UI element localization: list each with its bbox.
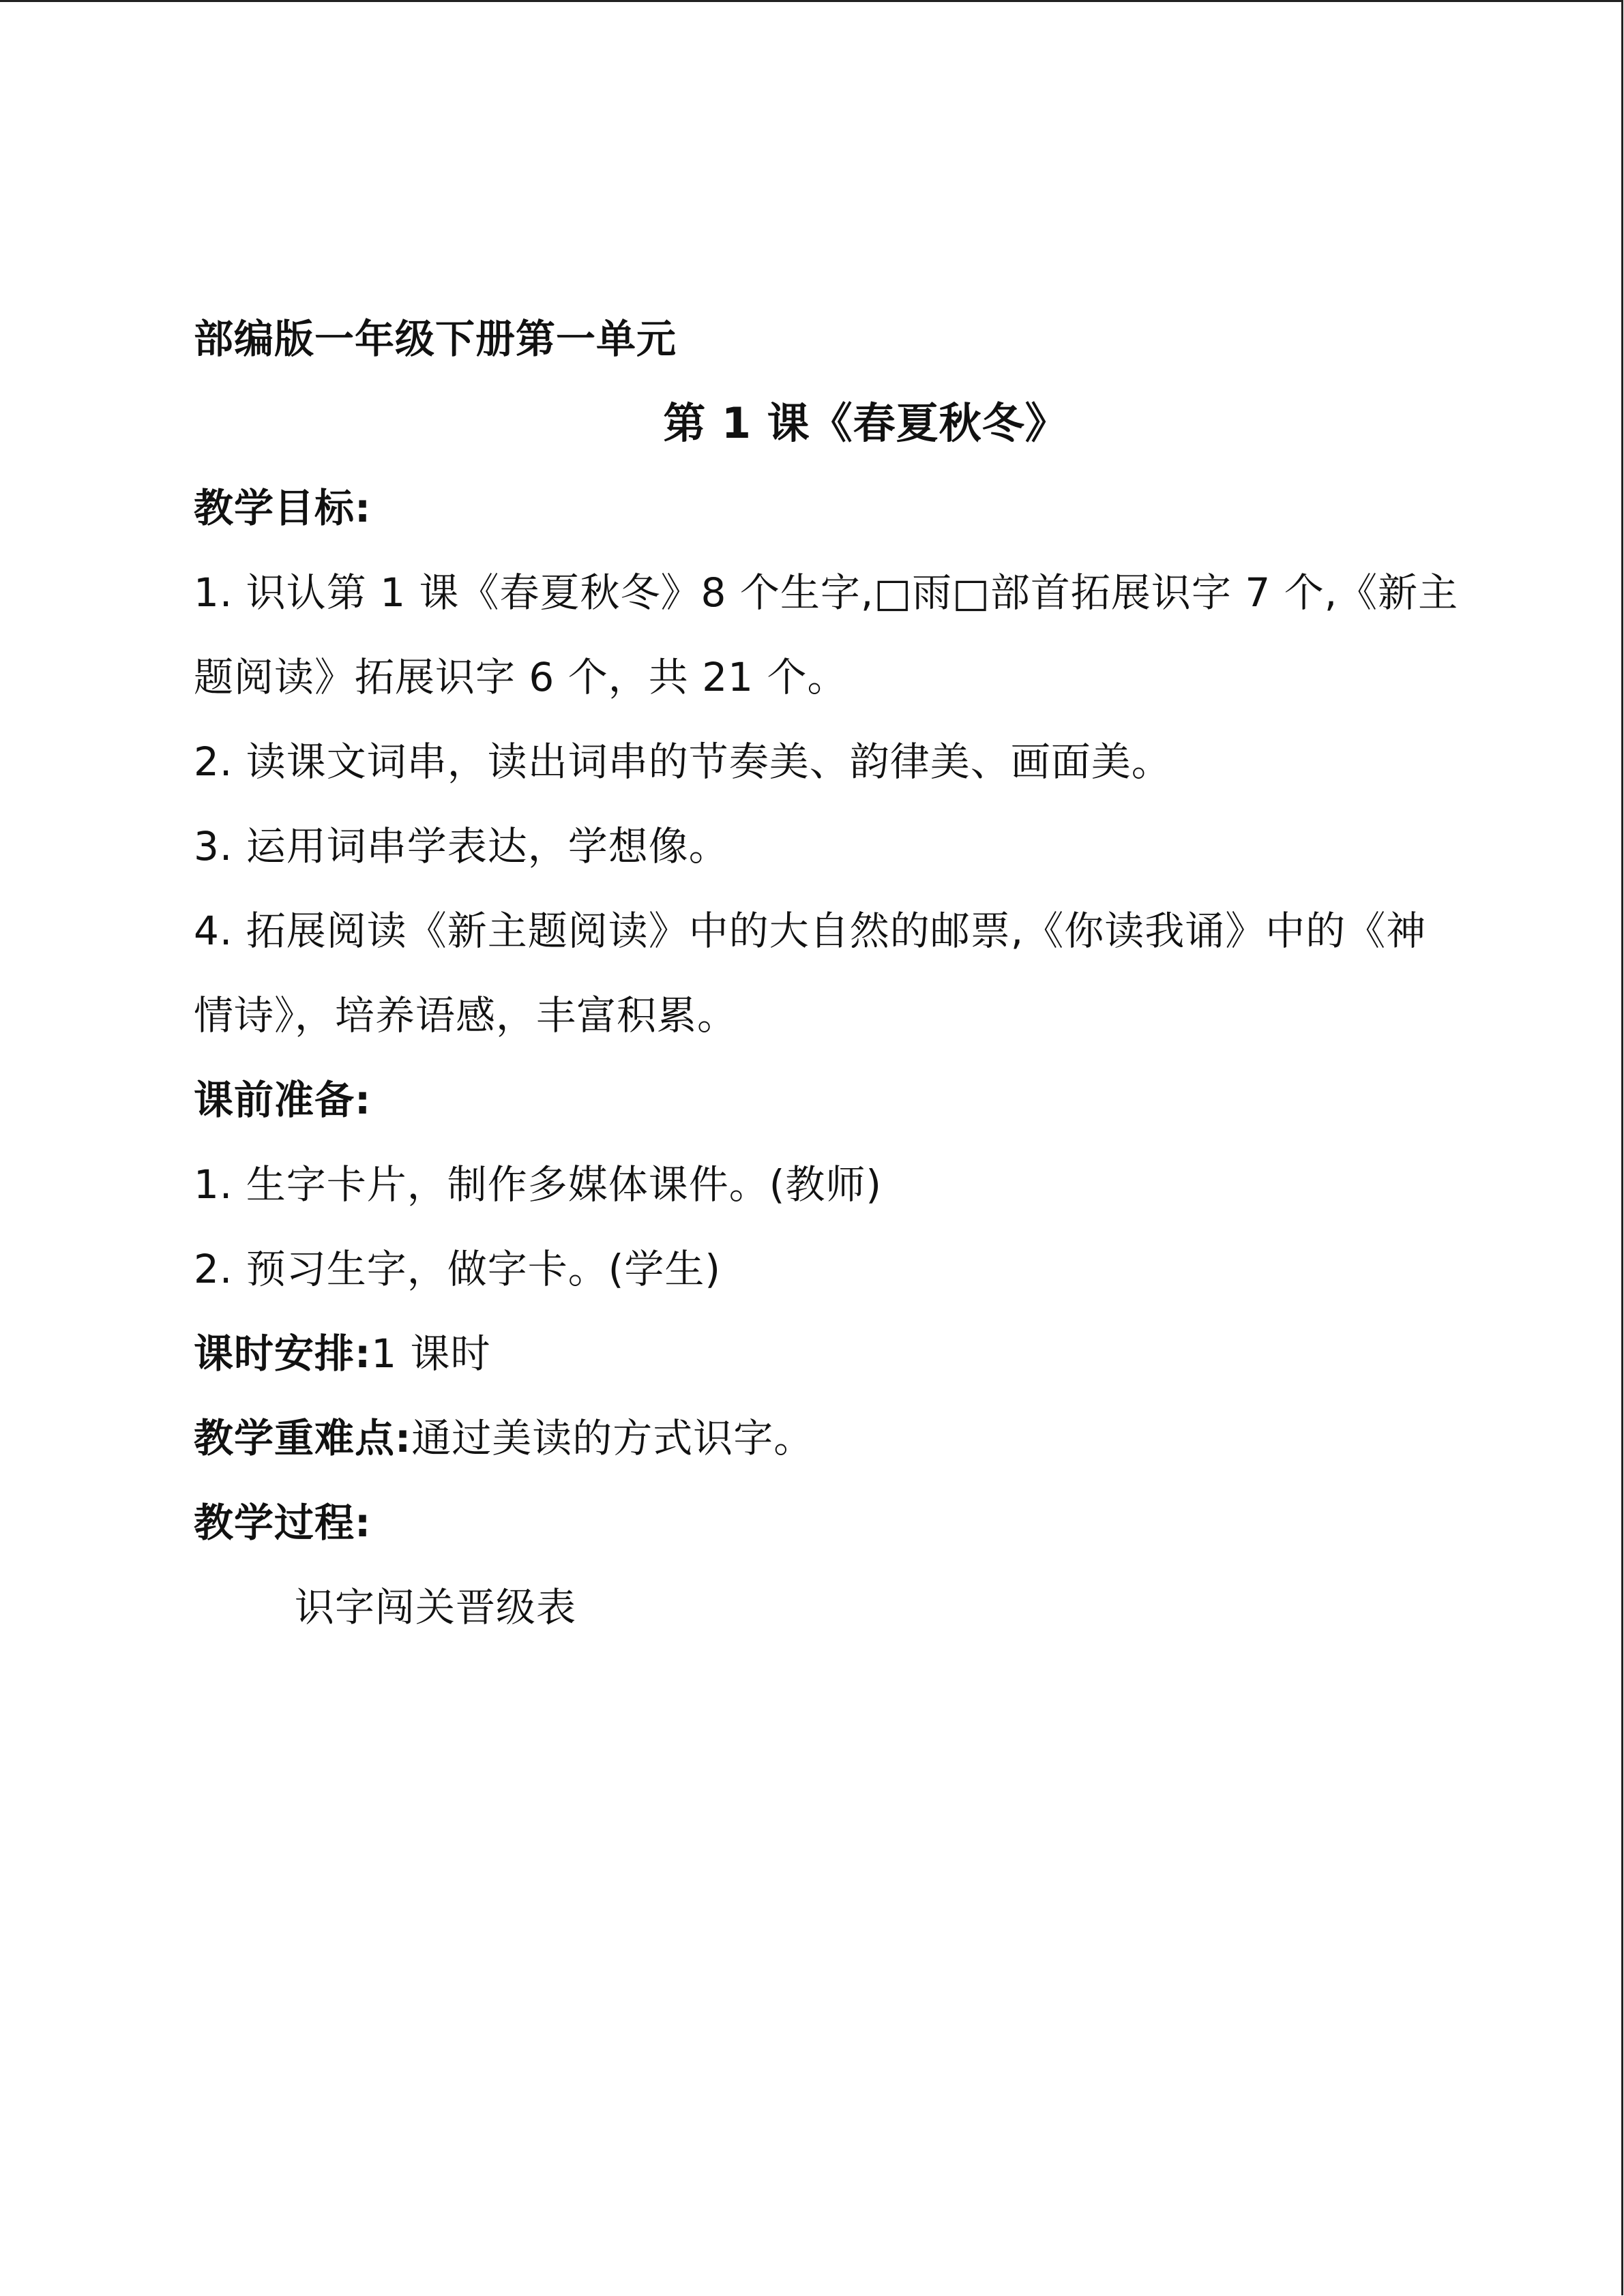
goal-line-4-cont: 情诗》，培养语感，丰富积累。 <box>194 992 738 1039</box>
goal-line-2: 2. 读课文词串，读出词串的节奏美、韵律美、画面美。 <box>194 739 1172 785</box>
unit-header: 部编版一年级下册第一单元 <box>194 316 677 362</box>
key-points-label: 教学重难点: <box>194 1415 412 1461</box>
document-body <box>194 297 1459 1650</box>
prep-line-1: 1. 生字卡片，制作多媒体课件。(教师) <box>194 1161 883 1208</box>
process-table-title: 识字闯关晋级表 <box>295 1584 577 1630</box>
schedule-line <box>194 1311 1442 1396</box>
key-points-line <box>194 1396 1442 1480</box>
lesson-title: 第 1 课《春夏秋冬》 <box>663 398 1068 448</box>
schedule-label: 课时安排: <box>194 1330 372 1377</box>
goal-line-4: 4. 拓展阅读《新主题阅读》中的大自然的邮票,《你读我诵》中的《神 <box>194 908 1427 954</box>
prep-line-2: 2. 预习生字，做字卡。(学生) <box>194 1246 722 1292</box>
goal-line-3: 3. 运用词串学表达，学想像。 <box>194 823 729 869</box>
prep-heading: 课前准备: <box>194 1077 372 1123</box>
key-points-value: 通过美读的方式识字。 <box>411 1415 814 1461</box>
process-heading: 教学过程: <box>194 1500 372 1546</box>
goal-line-1-cont: 题阅读》拓展识字 6 个，共 21 个。 <box>194 654 848 700</box>
schedule-value: 1 课时 <box>371 1330 491 1377</box>
goals-heading: 教学目标: <box>194 485 372 531</box>
goal-line-1: 1. 识认第 1 课《春夏秋冬》8 个生字,□雨□部首拓展识字 7 个,《新主 <box>194 569 1459 616</box>
